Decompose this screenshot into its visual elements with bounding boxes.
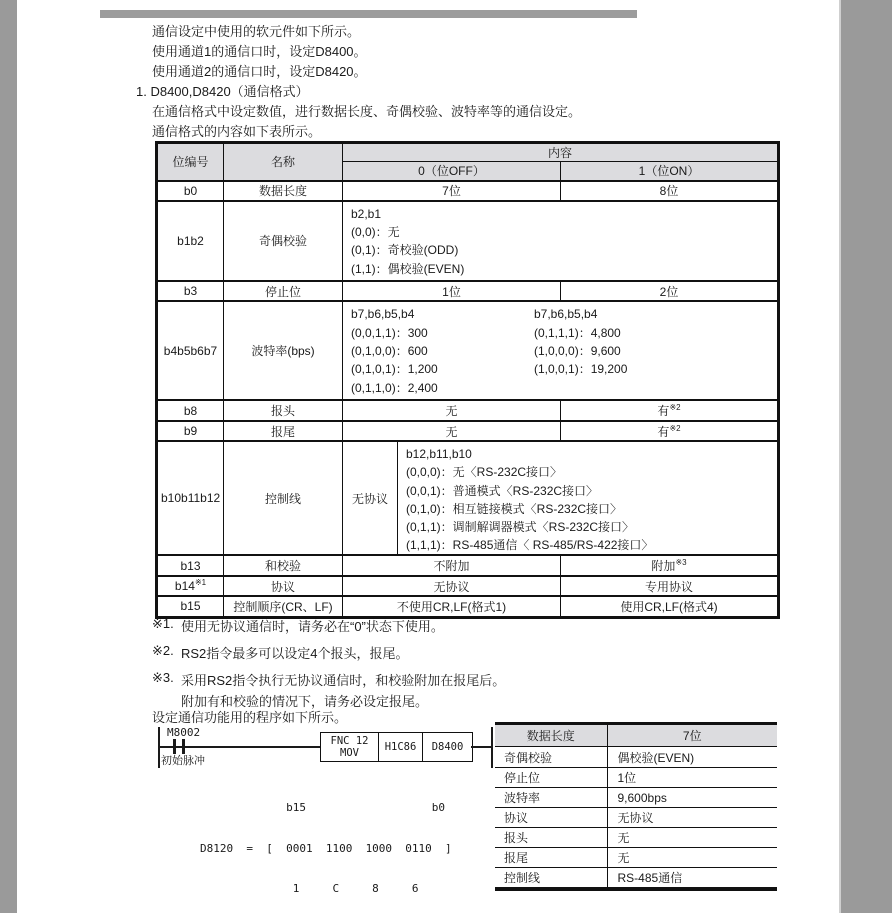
option-line: (0,1)：奇校验(ODD): [351, 243, 459, 258]
summary-label: 报尾: [495, 848, 607, 868]
name-cell: 波特率(bps): [224, 301, 343, 400]
footnote-text: 使用无协议通信时，请务必在“0”状态下使用。: [181, 619, 444, 634]
summary-row: [495, 828, 777, 848]
on-cell: 有$^{※2}$: [561, 400, 779, 421]
bit-cell: b13: [157, 555, 224, 576]
footnote-ref: ※1: [194, 578, 207, 588]
footnote-1: [152, 616, 444, 635]
summary-label: 停止位: [495, 768, 607, 788]
name-cell: 控制顺序(CR、LF): [224, 596, 343, 617]
fnc-mov-box: [320, 732, 379, 762]
option-line: (0,0,1,1)：300: [351, 325, 428, 340]
left-page-margin: [0, 0, 17, 913]
contact-comment-label: 初始脉冲: [161, 755, 205, 767]
equation-hex-digits: 1 C 8 6: [200, 882, 419, 895]
intro-line: 通信设定中使用的软元件如下所示。: [152, 24, 361, 39]
option-line: (0,1,1)：调制解调器模式〈RS-232C接口〉: [406, 519, 635, 534]
option-line: (1,0,0,0)：9,600: [534, 343, 621, 358]
summary-label: 波特率: [495, 788, 607, 808]
option-line: (0,1,1,1)：4,800: [534, 325, 621, 340]
bit-cell: b1b2: [157, 201, 224, 282]
destination-operand-box: D8400: [422, 732, 473, 762]
summary-label: 奇偶校验: [495, 747, 607, 768]
section-header-bar: [100, 10, 637, 18]
intro-line: 在通信格式中设定数值，进行数据长度、奇偶校验、波特率等的通信设定。: [152, 104, 582, 119]
footnote-ref: ※2: [669, 403, 681, 413]
bit-cell: b4b5b6b7: [157, 301, 224, 400]
footnote-ref: ※2: [669, 423, 681, 433]
col-header-name: 名称: [224, 143, 343, 181]
summary-value: 7位: [607, 724, 777, 747]
option-line: (0,1,0)：相互链接模式〈RS-232C接口〉: [406, 501, 623, 516]
table-row-b0: [157, 181, 779, 201]
off-cell: 7位: [343, 181, 561, 201]
right-page-margin: [839, 0, 892, 913]
option-line: (1,1,1)：RS-485通信〈 RS-485/RS-422接口〉: [406, 538, 654, 553]
on-cell: 专用协议: [561, 576, 779, 596]
footnote-ref: ※3: [675, 558, 687, 568]
bit-cell: b10b11b12: [157, 441, 224, 555]
col-header-content: 内容: [343, 143, 779, 162]
option-line: (1,0,0,1)：19,200: [534, 362, 628, 377]
off-cell: 不附加: [343, 555, 561, 576]
name-cell: 和校验: [224, 555, 343, 576]
instruction-blocks: [320, 732, 473, 762]
parity-options-cell: [343, 201, 779, 282]
bit-cell: b9: [157, 421, 224, 441]
off-cell: 无协议: [343, 576, 561, 596]
summary-value: 偶校验(EVEN): [607, 747, 777, 768]
communication-format-table: [155, 141, 780, 619]
footnote-text: RS2指令最多可以设定4个报头，报尾。: [181, 646, 409, 661]
footnote-label: ※2.: [152, 643, 174, 658]
intro-line: 使用通道1的通信口时，设定D8400。: [152, 44, 367, 59]
bit-cell: b3: [157, 281, 224, 301]
summary-value: 无: [607, 828, 777, 848]
option-line: b7,b6,b5,b4: [351, 307, 415, 322]
bit-cell: b0: [157, 181, 224, 201]
summary-label: 数据长度: [495, 724, 607, 747]
summary-value: 无: [607, 848, 777, 868]
option-line: (0,1,0,1)：1,200: [351, 362, 438, 377]
summary-row: [495, 788, 777, 808]
baudrate-options-cell: [343, 301, 779, 400]
option-line: (1,1)：偶校验(EVEN): [351, 261, 465, 276]
baud-left-column: [351, 305, 534, 397]
program-caption: 设定通信功能用的程序如下所示。: [152, 710, 348, 725]
intro-paragraph: [136, 22, 581, 142]
footnote-text: 附加有和校验的情况下，请务必设定报尾。: [181, 694, 429, 709]
summary-value: 无协议: [607, 808, 777, 828]
summary-label: 报头: [495, 828, 607, 848]
col-header-bit: 位编号: [157, 143, 224, 181]
summary-row: [495, 808, 777, 828]
summary-label: 协议: [495, 808, 607, 828]
name-cell: 报头: [224, 400, 343, 421]
fnc-number: FNC 12: [330, 734, 369, 747]
control-line-options: [398, 442, 653, 554]
table-row-b14: [157, 576, 779, 596]
register-bit-equation: [200, 774, 452, 913]
fnc-mnemonic: MOV: [340, 747, 359, 759]
intro-line: 使用通道2的通信口时，设定D8420。: [152, 64, 367, 79]
summary-label: 控制线: [495, 868, 607, 889]
communication-settings-summary-table: [495, 722, 777, 891]
equation-bit-labels: b15 b0: [200, 801, 446, 814]
option-line: (0,1,1,0)：2,400: [351, 380, 438, 395]
name-cell: 控制线: [224, 441, 343, 555]
summary-value: RS-485通信: [607, 868, 777, 889]
name-cell: 数据长度: [224, 181, 343, 201]
table-row-b9: [157, 421, 779, 441]
summary-header-row: [495, 724, 777, 747]
name-cell: 奇偶校验: [224, 201, 343, 282]
table-row-b1b2: [157, 201, 779, 282]
summary-row: [495, 848, 777, 868]
footnote-label: ※3.: [152, 670, 174, 685]
name-cell: 报尾: [224, 421, 343, 441]
on-cell: 使用CR,LF(格式4): [561, 596, 779, 617]
table-row-b3: [157, 281, 779, 301]
bit-cell: b8: [157, 400, 224, 421]
option-line: b12,b11,b10: [406, 447, 472, 462]
summary-value: 9,600bps: [607, 788, 777, 808]
footnote-label: ※1.: [152, 616, 174, 631]
control-line-options-cell: [343, 441, 779, 555]
option-line: (0,0)：无: [351, 224, 400, 239]
baud-right-column: [534, 305, 773, 397]
off-cell: 无: [343, 400, 561, 421]
ladder-right-rail: [491, 727, 493, 768]
summary-row: [495, 868, 777, 889]
intro-line: 通信格式的内容如下表所示。: [152, 124, 322, 139]
option-line: b7,b6,b5,b4: [534, 307, 598, 322]
summary-value: 1位: [607, 768, 777, 788]
off-cell: 1位: [343, 281, 561, 301]
table-row-b15: [157, 596, 779, 617]
off-cell: 无: [343, 421, 561, 441]
summary-row: [495, 768, 777, 788]
bit-cell: b15: [157, 596, 224, 617]
on-cell: 2位: [561, 281, 779, 301]
on-cell: 有$^{※2}$: [561, 421, 779, 441]
bit-cell: b14$^{※1}$: [157, 576, 224, 596]
table-row-b13: [157, 555, 779, 576]
footnote-text: 采用RS2指令执行无协议通信时，和校验附加在报尾后。: [181, 673, 506, 688]
table-header-row: [157, 143, 779, 162]
option-line: (0,1,0,0)：600: [351, 343, 428, 358]
footnote-3: [152, 670, 505, 689]
option-line: (0,0,1)：普通模式〈RS-232C接口〉: [406, 483, 599, 498]
ladder-rung-line-right: [471, 746, 493, 748]
footnote-2: [152, 643, 409, 662]
no-protocol-subcell: 无协议: [343, 442, 398, 554]
name-cell: 协议: [224, 576, 343, 596]
table-row-b4b5b6b7: [157, 301, 779, 400]
option-line: b2,b1: [351, 206, 382, 221]
on-cell: 附加$^{※3}$: [561, 555, 779, 576]
source-operand-box: H1C86: [378, 732, 424, 762]
summary-row: [495, 747, 777, 768]
equation-binary-value: D8120 = [ 0001 1100 1000 0110 ]: [200, 841, 452, 855]
off-cell: 不使用CR,LF(格式1): [343, 596, 561, 617]
on-cell: 8位: [561, 181, 779, 201]
option-line: (0,0,0)：无〈RS-232C接口〉: [406, 465, 563, 480]
contact-device-label: M8002: [167, 726, 201, 739]
intro-list-item: 1. D8400,D8420（通信格式）: [136, 84, 309, 99]
table-row-b10b11b12: [157, 441, 779, 555]
table-row-b8: [157, 400, 779, 421]
name-cell: 停止位: [224, 281, 343, 301]
col-header-on: 1（位ON）: [561, 162, 779, 181]
col-header-off: 0（位OFF）: [343, 162, 561, 181]
